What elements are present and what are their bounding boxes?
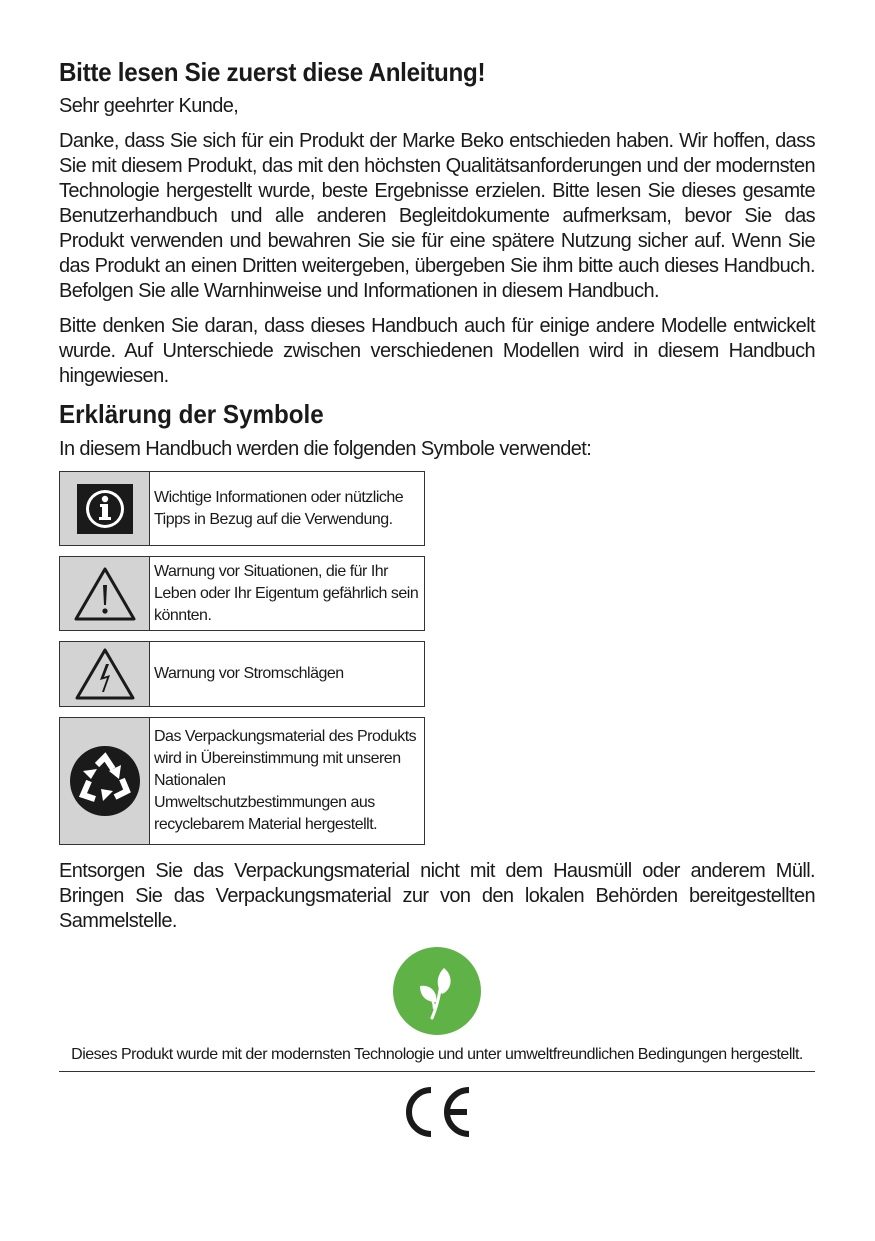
symbol-text: Warnung vor Stromschlägen [154,665,344,682]
symbol-text: Wichtige Informationen oder nützliche Tipps in Bezug auf die Verwendung. [154,488,404,528]
symbols-heading: Erklärung der Symbole [59,399,324,429]
intro-paragraph: Danke, dass Sie sich für ein Produkt der Marke Beko entschieden haben. Wir hoffen, dass Sie mit diesem Produkt, das mit den höchsten Qualitätsanforderungen und der modernsten Technologie hergestellt wurde, beste Ergebnisse erzielen. Bitte lesen Sie dieses gesamte Benutzerhandbuch und alle anderen Begleitdokumente aufmerksam, bevor Sie das Produkt verwenden und bewahren Sie sie für eine spätere Nutzung sicher auf. Wenn Sie das Produkt an einen Dritten weitergeben, übergeben Sie ihm bitte auch dieses Handbuch. Befolgen Sie alle Warnhinweise und Informationen in diesem Handbuch. [59,130,815,302]
ce-mark [59,1084,815,1145]
symbol-row-warning [59,556,425,631]
warning-icon [60,557,150,630]
divider [59,1071,815,1072]
symbol-text: Warnung vor Situationen, die für Ihr Leben oder Ihr Eigentum gefährlich sein könnten. [154,562,419,624]
symbol-text: Das Verpackungsmaterial des Produkts wird in Übereinstimmung mit unseren Nationalen Umweltschutzbestimmungen aus recyclebarem Material hergestellt. [154,728,417,833]
leaf-icon [392,946,482,1036]
greeting: Sehr geehrter Kunde, [59,95,239,117]
info-icon [60,472,150,545]
electric-shock-icon [60,642,150,706]
symbols-intro: In diesem Handbuch werden die folgenden Symbole verwendet: [59,438,592,460]
disposal-paragraph: Entsorgen Sie das Verpackungsmaterial nicht mit dem Hausmüll oder anderem Müll. Bringen Sie das Verpackungsmaterial zur von den lokalen Behörden bereitgestellten Sammelstelle. [59,860,815,932]
manual-page [59,52,815,1145]
eco-footnote: Dieses Produkt wurde mit der modernsten Technologie und unter umweltfreundlichen Bedingungen hergestellt. [71,1046,803,1063]
symbols-table [59,471,425,845]
eco-badge [59,946,815,1036]
symbol-row-info [59,471,425,546]
models-note-paragraph: Bitte denken Sie daran, dass dieses Handbuch auch für einige andere Modelle entwickelt wurde. Auf Unterschiede zwischen verschiedenen Modellen wird in diesem Handbuch hingewiesen. [59,315,815,387]
symbol-row-electric-shock [59,641,425,707]
symbol-row-recycle [59,717,425,845]
recycle-icon [60,718,150,844]
ce-mark-icon [397,1084,477,1140]
page-title: Bitte lesen Sie zuerst diese Anleitung! [59,57,486,87]
